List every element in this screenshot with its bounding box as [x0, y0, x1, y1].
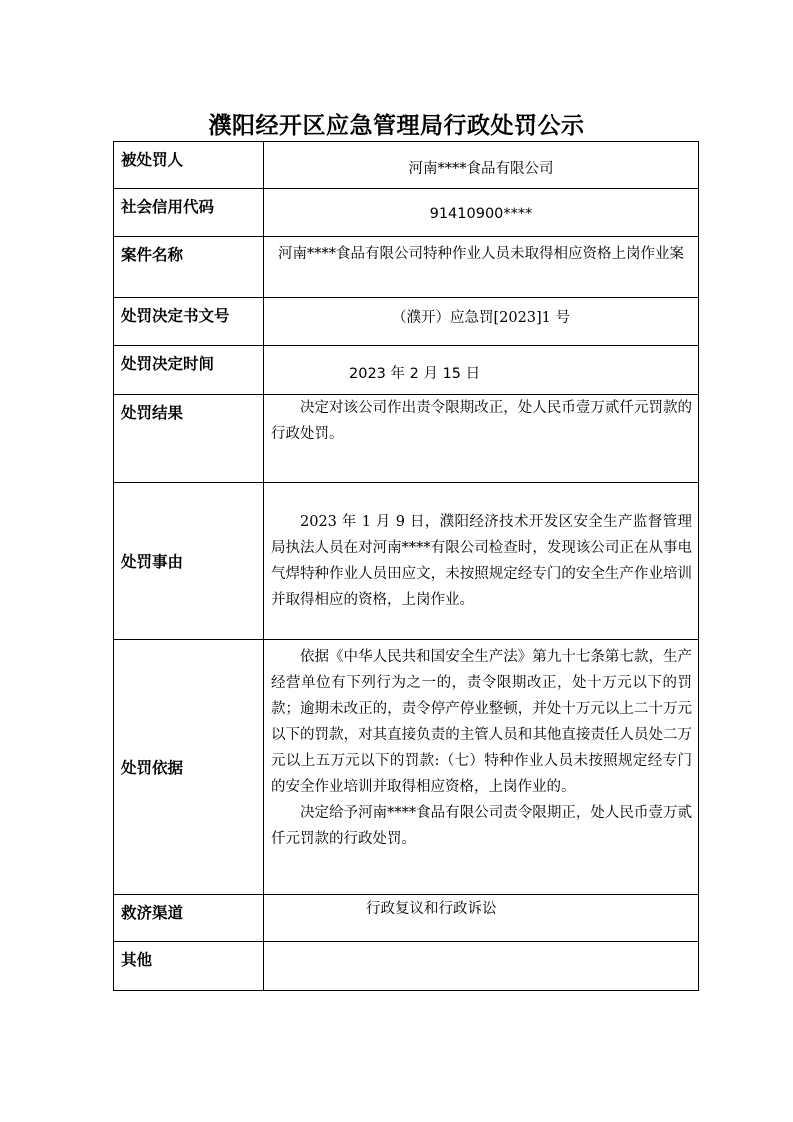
basis-value — [264, 640, 699, 895]
credit-code-value: 91410900**** — [264, 189, 699, 237]
reason-text: 2023 年 1 月 9 日，濮阳经济技术开发区安全生产监督管理局执法人员在对河南****有限公司检查时，发现该公司正在从事电气焊特种作业人员田应文，未按照规定经专门的安全生产作业培训并取得相应的资格，上岗作业。 — [271, 514, 692, 608]
basis-paragraph-2: 决定给予河南****食品有限公司责令限期正，处人民币壹万贰仟元罚款的行政处罚。 — [271, 805, 692, 847]
row-basis — [114, 640, 699, 895]
row-case-name — [114, 237, 699, 298]
row-reason — [114, 483, 699, 640]
result-text: 决定对该公司作出责令限期改正，处人民币壹万贰仟元罚款的行政处罚。 — [271, 400, 692, 442]
row-credit-code — [114, 189, 699, 237]
result-label: 处罚结果 — [114, 395, 264, 483]
page-title: 濮阳经开区应急管理局行政处罚公示 — [208, 113, 585, 139]
penalty-table — [113, 141, 699, 991]
other-label: 其他 — [114, 942, 264, 991]
case-name-value: 河南****食品有限公司特种作业人员未取得相应资格上岗作业案 — [264, 237, 699, 298]
case-name-label: 案件名称 — [114, 237, 264, 298]
row-decision-no — [114, 298, 699, 346]
basis-paragraph-1: 依据《中华人民共和国安全生产法》第九十七条第七款，生产经营单位有下列行为之一的，责令限期改正，处十万元以下的罚款；逾期未改正的，责令停产停业整顿，并处十万元以上二十万元以下的罚款，对其直接负责的主管人员和其他直接责任人员处二万元以上五万元以下的罚款:（七）特种作业人员未按照规定经专门的安全作业培训并取得相应资格，上岗作业的。 — [271, 649, 692, 795]
row-result — [114, 395, 699, 483]
reason-label: 处罚事由 — [114, 483, 264, 640]
row-other — [114, 942, 699, 991]
result-value — [264, 395, 699, 483]
row-decision-date — [114, 346, 699, 395]
decision-date-label: 处罚决定时间 — [114, 346, 264, 395]
decision-date-value: 2023 年 2 月 15 日 — [264, 346, 699, 395]
other-value — [264, 942, 699, 991]
party-value: 河南****食品有限公司 — [264, 142, 699, 189]
party-label: 被处罚人 — [114, 142, 264, 189]
basis-label: 处罚依据 — [114, 640, 264, 895]
credit-code-label: 社会信用代码 — [114, 189, 264, 237]
decision-no-value: （濮开）应急罚[2023]1 号 — [264, 298, 699, 346]
row-remedy — [114, 895, 699, 942]
row-party — [114, 142, 699, 189]
remedy-label: 救济渠道 — [114, 895, 264, 942]
reason-value — [264, 483, 699, 640]
decision-no-label: 处罚决定书文号 — [114, 298, 264, 346]
remedy-value: 行政复议和行政诉讼 — [264, 895, 699, 942]
